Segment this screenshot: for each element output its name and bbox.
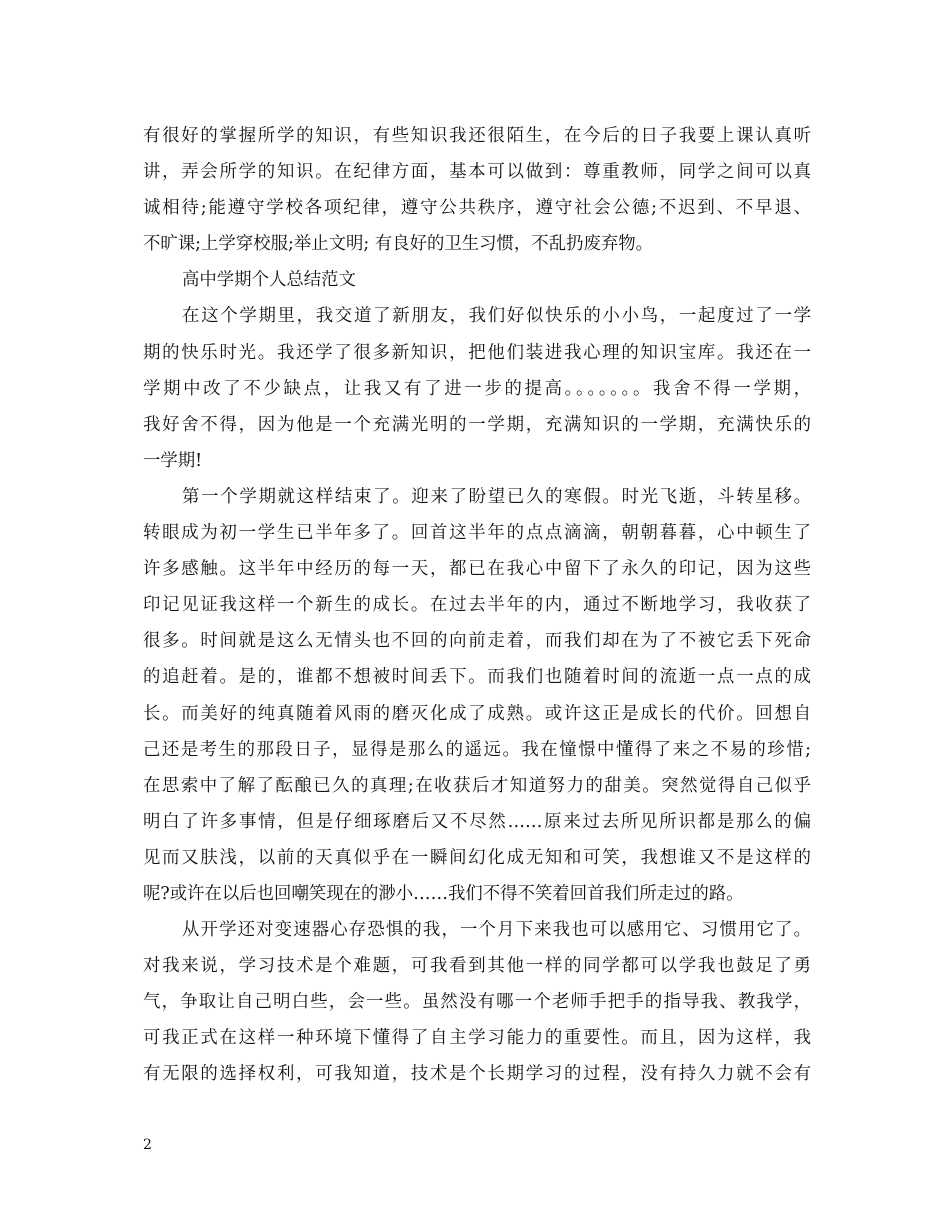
text-line: 学期中改了不少缺点，让我又有了进一步的提高。。。。。。。我舍不得一学期， bbox=[143, 378, 811, 399]
text-line: 很多。时间就是这么无情头也不回的向前走着，而我们却在为了不被它丢下死命 bbox=[143, 631, 811, 652]
text-line: 的追赶着。是的，谁都不想被时间丢下。而我们也随着时间的流逝一点一点的成 bbox=[143, 667, 811, 688]
page-number: 2 bbox=[143, 1137, 152, 1153]
text-line: 不旷课;上学穿校服;举止文明; 有良好的卫生习惯，不乱扔废弃物。 bbox=[143, 234, 654, 255]
text-line: 呢?或许在以后也回嘲笑现在的渺小……我们不得不笑着回首我们所走过的路。 bbox=[143, 883, 744, 904]
text-line: 在思索中了解了酝酿已久的真理;在收获后才知道努力的甜美。突然觉得自己似乎 bbox=[143, 775, 811, 796]
text-line: 在这个学期里，我交道了新朋友，我们好似快乐的小小鸟，一起度过了一学 bbox=[182, 306, 811, 327]
text-line: 许多感触。这半年中经历的每一天，都已在我心中留下了永久的印记，因为这些 bbox=[143, 559, 811, 580]
text-line: 见而又肤浅，以前的天真似乎在一瞬间幻化成无知和可笑，我想谁又不是这样的 bbox=[143, 847, 811, 868]
text-line: 可我正式在这样一种环境下懂得了自主学习能力的重要性。而且，因为这样，我 bbox=[143, 1028, 811, 1049]
text-line: 一学期! bbox=[143, 450, 203, 471]
text-line: 印记见证我这样一个新生的成长。在过去半年的内，通过不断地学习，我收获了 bbox=[143, 595, 811, 616]
text-line: 高中学期个人总结范文 bbox=[182, 270, 356, 291]
text-line: 对我来说，学习技术是个难题，可我看到其他一样的同学都可以学我也鼓足了勇 bbox=[143, 956, 811, 977]
text-line: 讲，弄会所学的知识。在纪律方面，基本可以做到：尊重教师，同学之间可以真 bbox=[143, 162, 811, 183]
text-line: 从开学还对变速器心存恐惧的我，一个月下来我也可以感用它、习惯用它了。 bbox=[182, 920, 811, 941]
text-line: 有无限的选择权利，可我知道，技术是个长期学习的过程，没有持久力就不会有 bbox=[143, 1064, 811, 1085]
text-line: 明白了许多事情，但是仔细琢磨后又不尽然……原来过去所见所识都是那么的偏 bbox=[143, 811, 811, 832]
text-line: 我好舍不得，因为他是一个充满光明的一学期，充满知识的一学期，充满快乐的 bbox=[143, 414, 811, 435]
text-line: 气，争取让自己明白些，会一些。虽然没有哪一个老师手把手的指导我、教我学， bbox=[143, 992, 811, 1013]
text-line: 诚相待;能遵守学校各项纪律，遵守公共秩序，遵守社会公德;不迟到、不早退、 bbox=[143, 198, 811, 219]
text-line: 第一个学期就这样结束了。迎来了盼望已久的寒假。时光飞逝，斗转星移。 bbox=[182, 486, 811, 507]
text-line: 转眼成为初一学生已半年多了。回首这半年的点点滴滴，朝朝暮暮，心中顿生了 bbox=[143, 523, 811, 544]
text-line: 己还是考生的那段日子，显得是那么的遥远。我在憧憬中懂得了来之不易的珍惜; bbox=[143, 739, 811, 760]
text-line: 有很好的掌握所学的知识，有些知识我还很陌生，在今后的日子我要上课认真听 bbox=[143, 126, 811, 146]
text-line: 期的快乐时光。我还学了很多新知识，把他们装进我心理的知识宝库。我还在一 bbox=[143, 342, 811, 363]
body-text bbox=[143, 118, 811, 1093]
text-line: 长。而美好的纯真随着风雨的磨灭化成了成熟。或许这正是成长的代价。回想自 bbox=[143, 703, 811, 724]
